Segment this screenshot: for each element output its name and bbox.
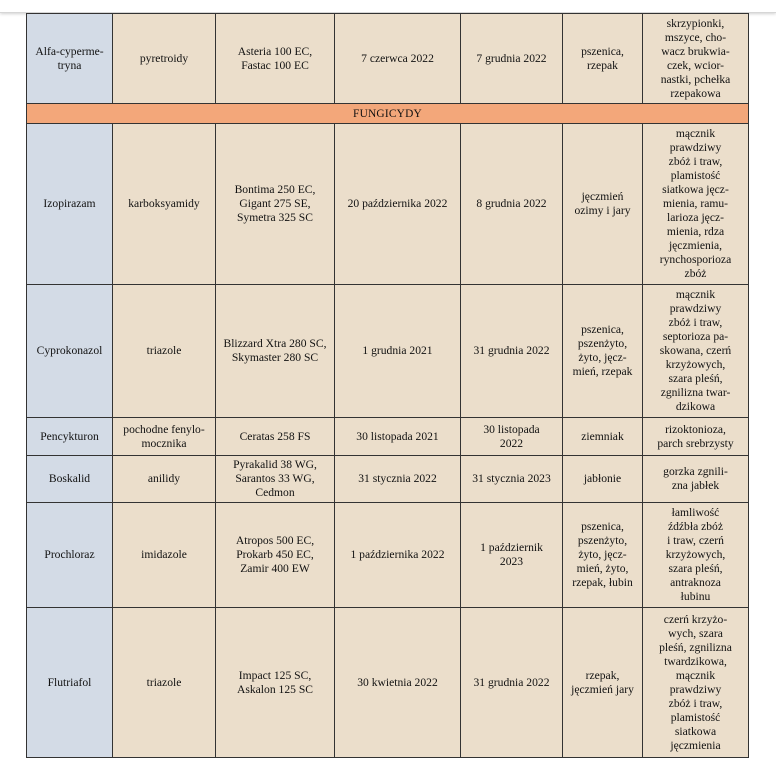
cell-text-line: skowana, czerń (659, 344, 732, 357)
date-from-cell (335, 124, 461, 285)
date-from-cell (335, 14, 461, 104)
cell-text-line: 2023 (499, 555, 524, 568)
cell-text-line: ziemniak (581, 429, 624, 443)
cell-text-line: zbóż i traw, (668, 696, 723, 710)
cell-text-line: pszenżyto, (577, 337, 628, 350)
cell-text-line: Boskalid (48, 472, 91, 485)
cell-text-line: twardzikowa, (664, 654, 727, 668)
cell-text-line: 1 październik (480, 541, 543, 554)
cell-text-line: 31 stycznia 2022 (358, 472, 437, 485)
cell-text-line: żyto, jęcz- (578, 548, 627, 561)
date-to-cell (461, 124, 563, 285)
section-header-label: FUNGICYDY (27, 104, 749, 124)
cell-text-line: gorzka zgnili- (663, 465, 728, 478)
browser-top-bar (0, 0, 776, 13)
cell-text-line: prawdziwy (669, 141, 722, 154)
cell-text-line: mienia, ramu- (662, 197, 729, 210)
cell-text-line: tryna (57, 58, 82, 72)
cell-text-line: prawdziwy (669, 302, 722, 315)
cell-text-line: plamistość (670, 169, 721, 182)
cell-text-line: jęczmienia (670, 738, 721, 752)
cell-text-line: mącznik (675, 127, 716, 140)
cell-text-line: zna jabłek (671, 479, 720, 492)
chemical-group-cell (113, 124, 216, 285)
cell-text-line: Gigant 275 SE, (239, 197, 311, 210)
cell-text-line: Cedmon (255, 486, 295, 499)
chemical-group-cell (113, 608, 216, 758)
cell-text-line: żyto, jęcz- (578, 351, 627, 364)
cell-text-line: krzyżowych, (665, 358, 726, 371)
date-to-cell (461, 456, 563, 503)
chemical-group-cell (113, 285, 216, 418)
chemical-group-cell (113, 14, 216, 104)
pests-cell (643, 503, 749, 608)
cell-text-line: łubinu (680, 590, 711, 603)
cell-text-line: wych, szara (668, 626, 723, 640)
cell-text-line: mącznik (675, 288, 716, 301)
crops-cell (563, 608, 643, 758)
pests-cell (643, 285, 749, 418)
cell-text-line: Atropos 500 EC, (235, 534, 315, 547)
cell-text-line: Skymaster 280 SC (231, 351, 319, 364)
cell-text-line: pszenica, (581, 323, 624, 336)
cell-text-line: triazole (146, 675, 182, 689)
crops-cell (563, 418, 643, 456)
active-substance-cell (27, 14, 113, 104)
cell-text-line: krzyżowych, (665, 548, 726, 561)
pesticide-table (26, 13, 749, 758)
cell-text-line: dzikowa (675, 400, 716, 413)
cell-text-line: mienia, rdza (666, 225, 725, 238)
cell-text-line: Izopirazam (43, 197, 96, 210)
section-header-row (27, 104, 749, 124)
cell-text-line: karboksyamidy (128, 197, 200, 210)
crops-cell (563, 456, 643, 503)
cell-text-line: mącznik (675, 668, 716, 682)
cell-text-line: rzepak (587, 58, 618, 72)
table-row (27, 14, 749, 104)
cell-text-line: parch srebrzysty (657, 436, 734, 450)
cell-text-line: imidazole (141, 548, 187, 561)
cell-text-line: jęczmień jary (571, 682, 634, 696)
active-substance-cell (27, 418, 113, 456)
table-row (27, 285, 749, 418)
cell-text-line: siatkowa (674, 724, 717, 738)
date-from-cell (335, 608, 461, 758)
active-substance-cell (27, 456, 113, 503)
cell-text-line: 1 października 2022 (350, 548, 445, 561)
cell-text-line: rzepakowa (670, 86, 721, 100)
cell-text-line: Blizzard Xtra 280 SC, (223, 337, 327, 350)
cell-text-line: Ceratas 258 FS (239, 429, 311, 443)
crops-cell (563, 503, 643, 608)
cell-text-line: rzepak, (585, 668, 620, 682)
product-names-cell (216, 456, 335, 503)
cell-text-line: szara pleśń, (668, 562, 723, 575)
cell-text-line: Pencykturon (40, 429, 99, 443)
table-row (27, 418, 749, 456)
cell-text-line: nastki, pchełka (660, 72, 731, 86)
cell-text-line: 7 czerwca 2022 (361, 51, 434, 65)
chemical-group-cell (113, 503, 216, 608)
cell-text-line: 31 grudnia 2022 (473, 344, 550, 357)
pests-cell (643, 418, 749, 456)
date-to-cell (461, 608, 563, 758)
cell-text-line: anilidy (147, 472, 181, 485)
product-names-cell (216, 503, 335, 608)
cell-text-line: pszenica, (581, 44, 624, 58)
cell-text-line: rizoktonioza, (665, 422, 726, 436)
cell-text-line: Zamir 400 EW (240, 562, 310, 575)
cell-text-line: jęczmień (581, 190, 624, 203)
cell-text-line: triazole (146, 344, 182, 357)
cell-text-line: łamliwość (671, 506, 720, 519)
active-substance-cell (27, 608, 113, 758)
cell-text-line: 8 grudnia 2022 (476, 197, 547, 210)
cell-text-line: Pyrakalid 38 WG, (233, 458, 317, 471)
cell-text-line: mszyce, cho- (664, 30, 727, 44)
cell-text-line: 1 grudnia 2021 (362, 344, 433, 357)
document-page (26, 13, 748, 762)
cell-text-line: mocznika (141, 436, 187, 450)
cell-text-line: 31 stycznia 2023 (472, 472, 551, 485)
cell-text-line: jabłonie (583, 472, 622, 485)
active-substance-cell (27, 503, 113, 608)
cell-text-line: Symetra 325 SC (236, 211, 313, 224)
cell-text-line: 30 listopada 2021 (356, 429, 439, 443)
cell-text-line: Cyprokonazol (36, 344, 103, 357)
cell-text-line: 2022 (499, 436, 524, 450)
cell-text-line: czek, wcior- (666, 58, 725, 72)
crops-cell (563, 285, 643, 418)
cell-text-line: 30 kwietnia 2022 (357, 675, 438, 689)
date-to-cell (461, 418, 563, 456)
cell-text-line: zbóż i traw, (668, 316, 723, 329)
table-row (27, 503, 749, 608)
cell-text-line: zgnilizna twar- (660, 386, 731, 399)
cell-text-line: czerń krzyżo- (663, 612, 728, 626)
cell-text-line: pleśń, zgnilizna (659, 640, 732, 654)
date-from-cell (335, 418, 461, 456)
date-to-cell (461, 503, 563, 608)
active-substance-cell (27, 285, 113, 418)
cell-text-line: Alfa-cyperme- (35, 44, 104, 58)
date-from-cell (335, 503, 461, 608)
product-names-cell (216, 14, 335, 104)
cell-text-line: Prokarb 450 EC, (236, 548, 314, 561)
cell-text-line: pyretroidy (139, 51, 189, 65)
cell-text-line: szara pleśń, (668, 372, 723, 385)
cell-text-line: skrzypionki, (666, 16, 725, 30)
product-names-cell (216, 418, 335, 456)
active-substance-cell (27, 124, 113, 285)
cell-text-line: mień, rzepak (572, 365, 633, 378)
cell-text-line: 30 listopada (483, 422, 540, 436)
cell-text-line: plamistość (670, 710, 721, 724)
cell-text-line: 31 grudnia 2022 (473, 675, 550, 689)
pests-cell (643, 124, 749, 285)
cell-text-line: pochodne fenylo- (123, 422, 205, 436)
cell-text-line: Prochloraz (44, 548, 95, 561)
cell-text-line: zbóż (684, 267, 707, 280)
cell-text-line: Fastac 100 EC (241, 58, 309, 72)
product-names-cell (216, 124, 335, 285)
cell-text-line: larioza jęcz- (667, 211, 724, 224)
cell-text-line: ozimy i jary (574, 204, 631, 217)
date-to-cell (461, 285, 563, 418)
cell-text-line: i traw, czerń (667, 534, 724, 547)
cell-text-line: 7 grudnia 2022 (476, 51, 547, 65)
cell-text-line: wacz brukwia- (661, 44, 730, 58)
cell-text-line: prawdziwy (669, 682, 722, 696)
cell-text-line: pszenica, (581, 520, 624, 533)
table-row (27, 456, 749, 503)
cell-text-line: źdźbła zbóż (667, 520, 724, 533)
pesticide-table-body (27, 14, 749, 758)
chemical-group-cell (113, 418, 216, 456)
product-names-cell (216, 285, 335, 418)
cell-text-line: rynchosporioza (659, 253, 732, 266)
cell-text-line: jęczmienia, (668, 239, 723, 252)
date-from-cell (335, 285, 461, 418)
cell-text-line: Sarantos 33 WG, (235, 472, 315, 485)
crops-cell (563, 14, 643, 104)
cell-text-line: pszenżyto, (577, 534, 628, 547)
cell-text-line: Bontima 250 EC, (234, 183, 316, 196)
cell-text-line: Flutriafol (47, 675, 92, 689)
cell-text-line: Askalon 125 SC (236, 682, 313, 696)
cell-text-line: siatkowa jęcz- (662, 183, 729, 196)
chemical-group-cell (113, 456, 216, 503)
cell-text-line: Asteria 100 EC, (237, 44, 313, 58)
cell-text-line: antraknoza (670, 576, 721, 589)
crops-cell (563, 124, 643, 285)
cell-text-line: rzepak, łubin (572, 576, 633, 589)
pests-cell (643, 14, 749, 104)
cell-text-line: 20 października 2022 (347, 197, 448, 210)
cell-text-line: zbóż i traw, (668, 155, 723, 168)
pests-cell (643, 608, 749, 758)
table-row (27, 608, 749, 758)
pests-cell (643, 456, 749, 503)
product-names-cell (216, 608, 335, 758)
cell-text-line: septorioza pa- (662, 330, 729, 343)
table-row (27, 124, 749, 285)
date-from-cell (335, 456, 461, 503)
cell-text-line: mień, żyto, (576, 562, 629, 575)
cell-text-line: Impact 125 SC, (238, 668, 312, 682)
date-to-cell (461, 14, 563, 104)
